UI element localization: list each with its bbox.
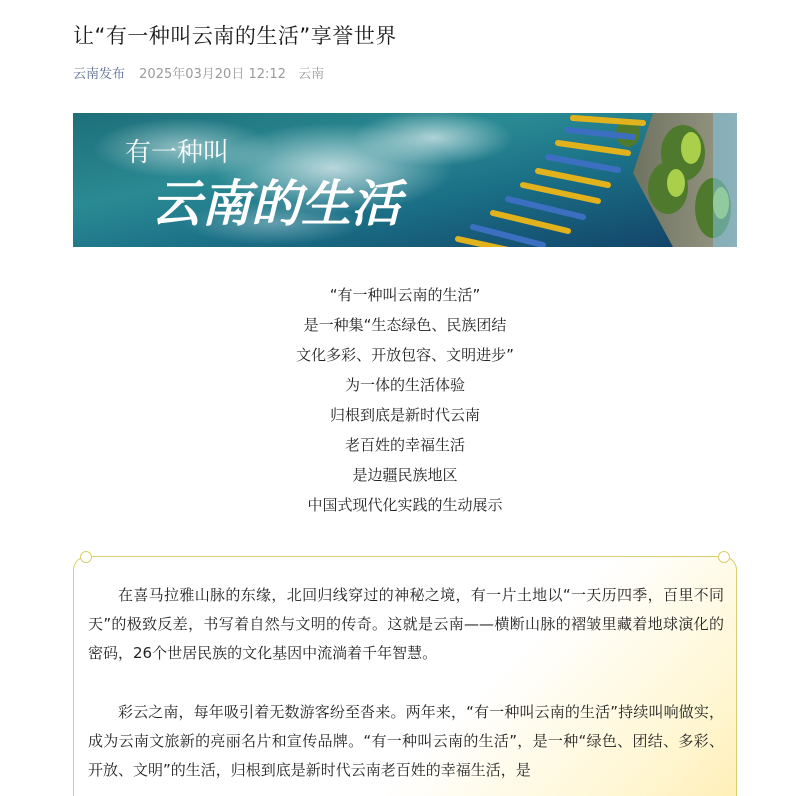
source-account-link[interactable]: 云南发布: [73, 67, 126, 82]
card-corner-ornament: [718, 551, 730, 563]
banner-text-line1: 有一种叫: [125, 138, 230, 168]
poem-line: “有一种叫云南的生活”: [329, 286, 481, 304]
poem-line: 是一种集“生态绿色、民族团结: [303, 316, 507, 334]
article-title: 让“有一种叫云南的生活”享誉世界: [73, 24, 397, 48]
banner-text-line2: 云南的生活: [151, 174, 401, 233]
article-meta: [73, 63, 324, 82]
banner-image: [73, 113, 737, 247]
publish-time: 2025年03月20日 12:12: [139, 67, 286, 82]
publish-location: 云南: [298, 67, 325, 82]
intro-paragraph-1: 在喜马拉雅山脉的东缘，北回归线穿过的神秘之境，有一片土地以“一天历四季，百里不同天”的极致反差，书写着自然与文明的传奇。这就是云南——横断山脉的褶皱里藏着地球演化的密码，26个世居民族的文化基因中流淌着千年智慧。: [88, 586, 724, 662]
intro-paragraph-2: 彩云之南，每年吸引着无数游客纷至沓来。两年来，“有一种叫云南的生活”持续叫响做实，成为云南文旅新的亮丽名片和宣传品牌。“有一种叫云南的生活”，是一种“绿色、团结、多彩、开放、文明”的生活，归根到底是新时代云南老百姓的幸福生活，是: [88, 703, 724, 779]
poem-line: 文化多彩、开放包容、文明进步”: [296, 346, 514, 364]
intro-card: [73, 556, 737, 796]
poem-line: 为一体的生活体验: [344, 376, 465, 394]
poem-line: 归根到底是新时代云南: [329, 406, 480, 424]
poem-block: [73, 280, 737, 520]
poem-line: 中国式现代化实践的生动展示: [307, 496, 503, 514]
poem-line: 是边疆民族地区: [352, 466, 458, 484]
poem-line: 老百姓的幸福生活: [344, 436, 465, 454]
card-corner-ornament: [80, 551, 92, 563]
